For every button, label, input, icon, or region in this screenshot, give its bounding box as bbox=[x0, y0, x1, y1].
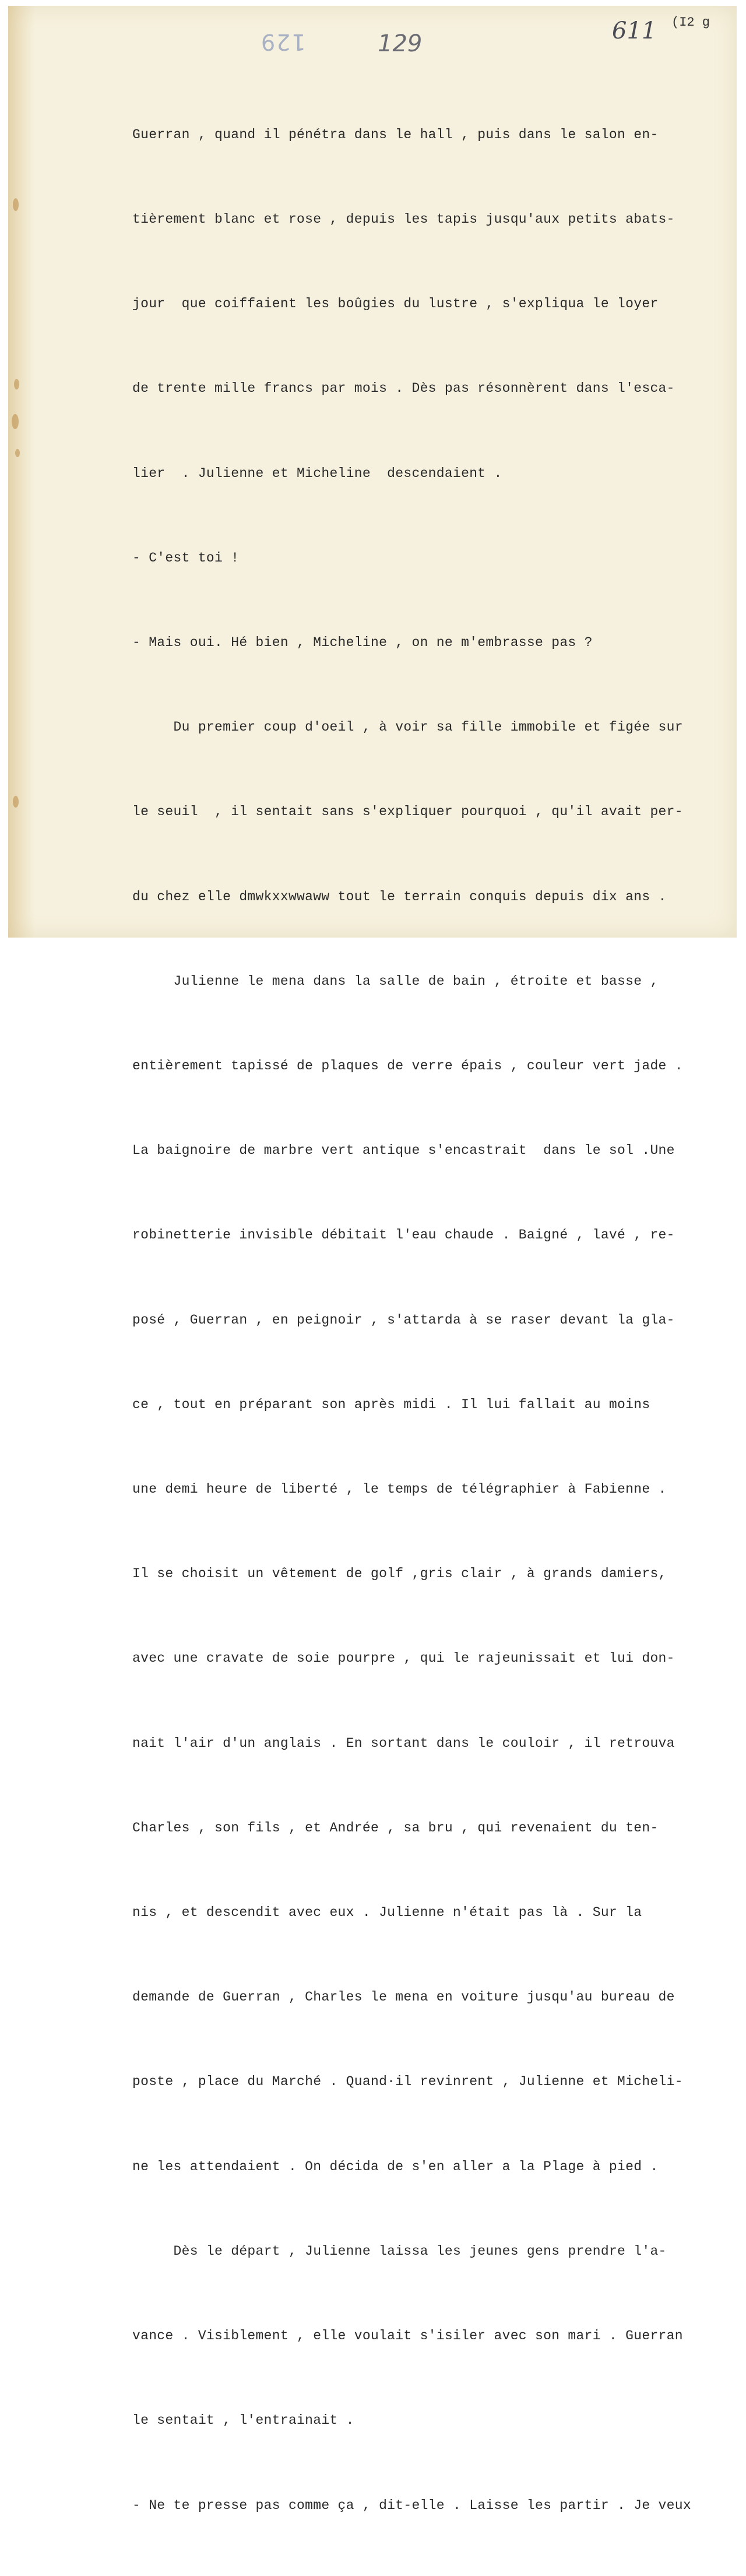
text-line: poste , place du Marché . Quand·il revinrent , Julienne et Micheli- bbox=[132, 2074, 683, 2090]
text-line: de trente mille francs par mois . Dès pas résonnèrent dans l'esca- bbox=[132, 381, 675, 396]
paper-edge-discoloration bbox=[8, 6, 35, 938]
typewritten-manuscript-page bbox=[8, 6, 737, 2513]
corner-note: (I2 g bbox=[671, 15, 710, 30]
text-line: nis , et descendit avec eux . Julienne n'était pas là . Sur la bbox=[132, 1905, 642, 1921]
text-line: - Mais oui. Hé bien , Micheline , on ne m'embrasse pas ? bbox=[132, 635, 593, 651]
paper-stain bbox=[13, 796, 19, 808]
text-line: jour que coiffaient les boûgies du lustre , s'expliqua le loyer bbox=[132, 296, 659, 312]
text-line: La baignoire de marbre vert antique s'encastrait dans le sol .Une bbox=[132, 1143, 675, 1159]
text-line: avec une cravate de soie pourpre , qui le rajeunissait et lui don- bbox=[132, 1651, 675, 1666]
text-line: - Ne te presse pas comme ça , dit-elle . Laisse les partir . Je veux bbox=[132, 2497, 691, 2513]
paper-stain bbox=[13, 198, 19, 211]
text-line: - C'est toi ! bbox=[132, 550, 240, 566]
body-text bbox=[132, 64, 733, 2576]
paper-stain bbox=[12, 414, 19, 429]
text-line: Julienne le mena dans la salle de bain , étroite et basse , bbox=[132, 973, 659, 989]
text-line: Charles , son fils , et Andrée , sa bru , qui revenaient du ten- bbox=[132, 1820, 659, 1836]
text-line: Guerran , quand il pénétra dans le hall , puis dans le salon en- bbox=[132, 127, 659, 142]
page-number: 129 bbox=[378, 30, 423, 57]
text-line: entièrement tapissé de plaques de verre épais , couleur vert jade . bbox=[132, 1058, 683, 1074]
text-line: Du premier coup d'oeil , à voir sa fille immobile et figée sur bbox=[132, 720, 683, 735]
text-line: demande de Guerran , Charles le mena en voiture jusqu'au bureau de bbox=[132, 1989, 675, 2005]
text-line: ce , tout en préparant son après midi . Il lui fallait au moins bbox=[132, 1396, 650, 1412]
text-line: Il se choisit un vêtement de golf ,gris clair , à grands damiers, bbox=[132, 1566, 667, 1582]
text-line: Dès le départ , Julienne laissa les jeunes gens prendre l'a- bbox=[132, 2243, 667, 2259]
text-line: robinetterie invisible débitait l'eau chaude . Baigné , lavé , re- bbox=[132, 1227, 675, 1243]
inverted-page-number: 129 bbox=[260, 29, 306, 55]
text-line: le sentait , l'entrainait . bbox=[132, 2413, 354, 2428]
text-line: ne les attendaient . On décida de s'en aller a la Plage à pied . bbox=[132, 2159, 659, 2174]
text-line: tièrement blanc et rose , depuis les tapis jusqu'aux petits abats- bbox=[132, 212, 675, 227]
text-line: nait l'air d'un anglais . En sortant dans le couloir , il retrouva bbox=[132, 1735, 675, 1751]
text-line: posé , Guerran , en peignoir , s'attarda à se raser devant la gla- bbox=[132, 1312, 675, 1328]
folio-number: 611 bbox=[612, 17, 657, 44]
paper-stain bbox=[15, 449, 20, 457]
paper-stain bbox=[14, 379, 19, 389]
text-line: du chez elle dmwkxxwwaww tout le terrain conquis depuis dix ans . bbox=[132, 889, 667, 904]
text-line: lier . Julienne et Micheline descendaient . bbox=[132, 465, 502, 481]
text-line: vance . Visiblement , elle voulait s'isiler avec son mari . Guerran bbox=[132, 2328, 683, 2344]
text-line: le seuil , il sentait sans s'expliquer pourquoi , qu'il avait per- bbox=[132, 804, 683, 820]
text-line: une demi heure de liberté , le temps de télégraphier à Fabienne . bbox=[132, 1482, 667, 1497]
